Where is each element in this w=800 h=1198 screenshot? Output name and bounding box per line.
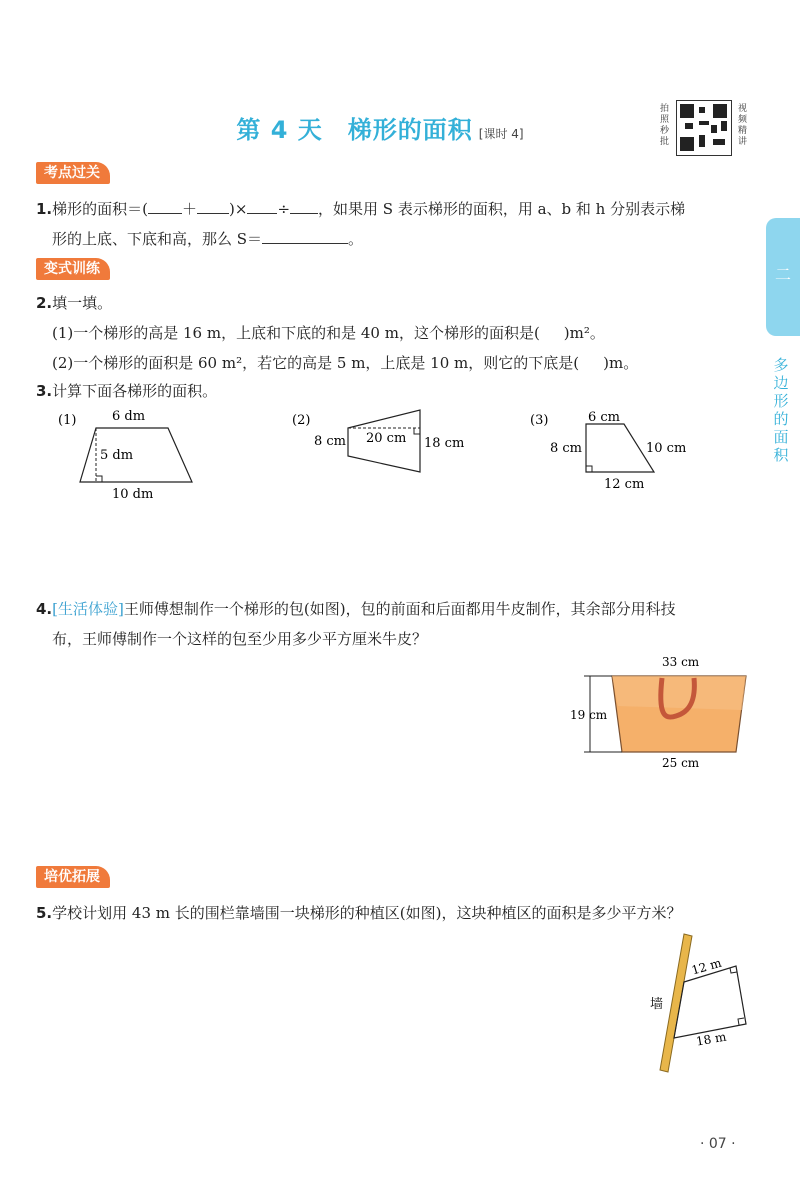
qr-left-caption (660, 104, 670, 148)
chapter-title-char: 多 (773, 356, 789, 374)
qr-right-char: 精 (738, 126, 748, 136)
section-badge-bianshi: 变式训练 (36, 258, 110, 280)
question-2-part2 (52, 352, 638, 374)
answer-blank[interactable] (247, 213, 277, 214)
qr-left-char: 拍 (660, 104, 670, 114)
qr-left-char: 秒 (660, 126, 670, 136)
garden-figure (640, 926, 760, 1076)
q1-text: )× (229, 200, 248, 218)
q1-text: 梯形的面积＝( (52, 200, 148, 218)
fig2-left-label: 8 cm (314, 434, 347, 449)
answer-blank[interactable] (290, 213, 318, 214)
fig3-left-label: 8 cm (550, 441, 583, 456)
bag-height-label: 19 cm (570, 708, 608, 722)
fig3-bottom-label: 12 cm (604, 477, 645, 492)
chapter-title-char: 形 (773, 392, 789, 410)
fig1-bottom-label: 10 dm (112, 487, 154, 502)
q1-text: 。 (348, 230, 364, 248)
fig1-top-label: 6 dm (112, 409, 146, 424)
fig1-right-angle (96, 476, 102, 482)
question-4-line2: 布，王师傅制作一个这样的包至少用多少平方厘米牛皮？ (52, 630, 428, 648)
page-title (0, 110, 760, 145)
title-text: 第 4 天 梯形的面积 (236, 116, 473, 144)
question-number: 1. (36, 200, 53, 218)
chapter-title (772, 356, 790, 464)
fig1-height-label: 5 dm (100, 448, 134, 463)
bag-bottom-label: 25 cm (662, 756, 700, 770)
chapter-title-char: 边 (773, 374, 789, 392)
q2-text: )m²。 (563, 324, 605, 342)
question-4 (36, 598, 756, 620)
bag-top-label: 33 cm (662, 655, 700, 669)
garden-top-label: 12 m (689, 955, 724, 978)
chapter-title-char: 积 (773, 446, 789, 464)
fig1-label: (1) (58, 413, 77, 428)
answer-blank[interactable] (262, 243, 348, 244)
question-number: 3. (36, 382, 53, 400)
question-1 (36, 198, 756, 220)
section-badge-peiyou: 培优拓展 (36, 866, 110, 888)
q1-text: ，如果用 S 表示梯形的面积，用 a、b 和 h 分别表示梯 (318, 200, 686, 218)
question-3 (36, 380, 217, 402)
fig3-right-angle (586, 466, 592, 472)
lesson-label: [课时 4] (478, 127, 524, 141)
answer-blank[interactable] (148, 213, 182, 214)
chapter-title-char: 面 (773, 428, 789, 446)
q2-text: (1)一个梯形的高是 16 m，上底和下底的和是 40 m，这个梯形的面积是( (52, 324, 540, 342)
chapter-title-char: 的 (773, 410, 789, 428)
qr-left-char: 批 (660, 137, 670, 147)
q1-text: ÷ (277, 200, 291, 218)
qr-code-icon[interactable] (676, 100, 732, 156)
page-number: · 07 · (700, 1136, 736, 1152)
question-2 (36, 292, 112, 314)
q1-text: 形的上底、下底和高，那么 S＝ (52, 230, 263, 248)
question-5 (36, 902, 766, 924)
q2-text: )m。 (603, 354, 639, 372)
qr-right-caption (738, 104, 748, 148)
q2-text: (2)一个梯形的面积是 60 m²，若它的高是 5 m，上底是 10 m，则它的下底是( (52, 354, 580, 372)
question-number: 5. (36, 904, 53, 922)
section-badge-kaodian: 考点过关 (36, 162, 110, 184)
fig2-right-label: 18 cm (424, 436, 465, 451)
fig2-label: (2) (292, 413, 311, 428)
wall (660, 934, 692, 1072)
q4-tag: [生活体验] (52, 600, 124, 618)
chapter-number: 二 (774, 265, 791, 284)
wall-label: 墙 (650, 997, 664, 1012)
q4-text: 王师傅想制作一个梯形的包(如图)，包的前面和后面都用牛皮制作，其余部分用科技 (123, 600, 676, 618)
fig3-label: (3) (530, 413, 549, 428)
fig3-trapezoid (586, 424, 654, 472)
question-number: 2. (36, 294, 53, 312)
question-2-part1 (52, 322, 605, 344)
bag-highlight (612, 676, 746, 710)
q3-figures (40, 400, 720, 510)
qr-right-char: 视 (738, 104, 748, 114)
q2-title: 填一填。 (52, 294, 113, 312)
q3-title: 计算下面各梯形的面积。 (52, 382, 218, 400)
q1-text: ＋ (182, 200, 198, 218)
fig3-top-label: 6 cm (588, 410, 621, 425)
garden-right-angle-bottom (738, 1018, 744, 1025)
q5-text: 学校计划用 43 m 长的围栏靠墙围一块梯形的种植区(如图)，这块种植区的面积是多少平方米？ (52, 904, 682, 922)
fig1-trapezoid (80, 428, 192, 482)
question-1-line2 (52, 228, 363, 250)
fig2-height-label: 20 cm (366, 431, 407, 446)
fig2-right-angle (414, 428, 420, 434)
fig3-slant-label: 10 cm (646, 441, 687, 456)
question-number: 4. (36, 600, 53, 618)
answer-blank[interactable] (197, 213, 229, 214)
qr-right-char: 讲 (738, 137, 748, 147)
qr-right-char: 频 (738, 115, 748, 125)
bag-figure (566, 650, 756, 776)
qr-left-char: 照 (660, 115, 670, 125)
garden-bottom-label: 18 m (694, 1029, 728, 1049)
